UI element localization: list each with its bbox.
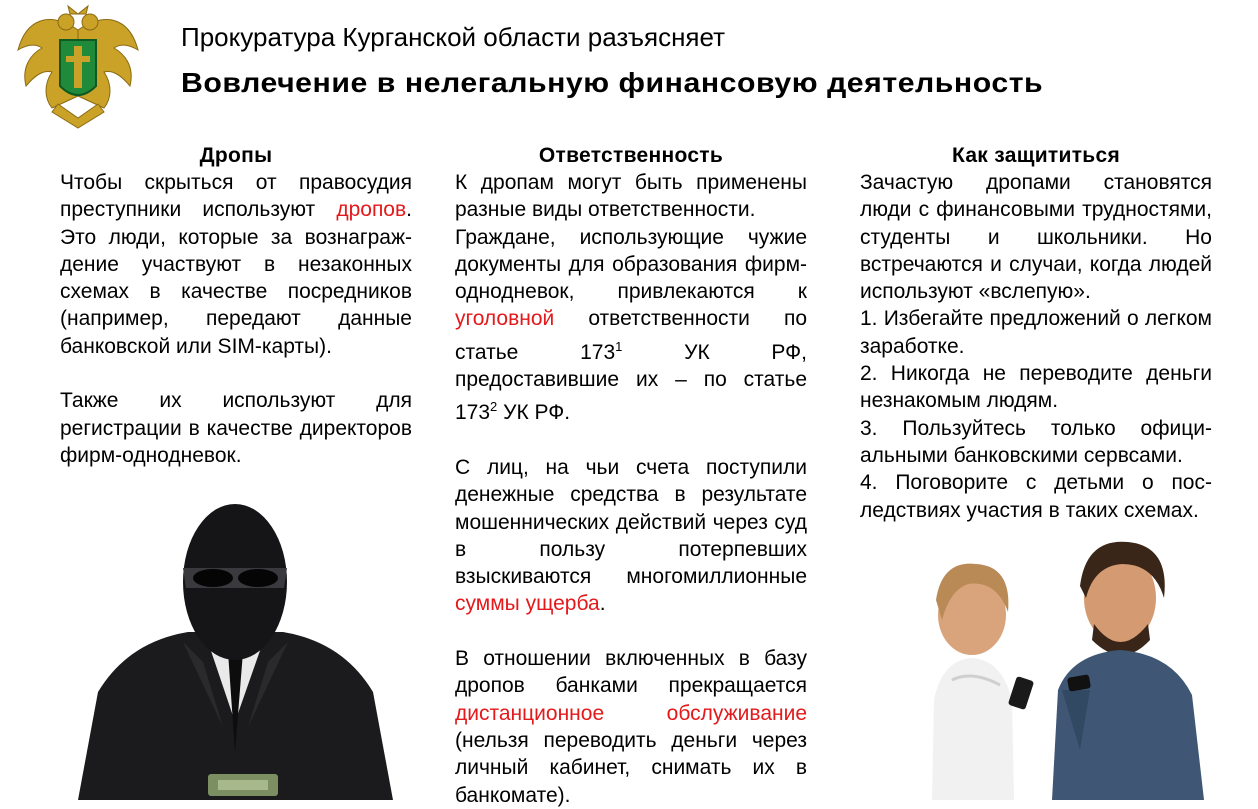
list-item: 1. Избегайте предложений о легком заработке. (860, 307, 1212, 358)
masked-man-with-money-image (58, 492, 413, 800)
list-item: 2. Никогда не переводите деньги незнакомым людям. (860, 362, 1212, 413)
page-subtitle: Прокуратура Курганской области разъясняет (181, 22, 726, 52)
column-heading: Дропы (199, 144, 273, 167)
list-item: 3. Пользуйтесь только официальными банковскими сервсами. (860, 416, 1212, 467)
column-heading: Ответственность (538, 144, 724, 167)
paragraph: Граждане, использующие чужие документы для образования фирм-однодневок, привлекаются к уголовной ответственности по статье $173^1$ УК РФ, предоставившие их – по статье $173^2$ УК РФ. (455, 225, 807, 425)
paragraph: В отношении включенных в базу дропов банками прекращается дистанционное обслуживание (нельзя переводить деньги через личный кабинет, снимать их в банкомате). (455, 647, 807, 807)
column-protection (860, 142, 1212, 524)
paragraph: Зачастую дропами становятся люди с финансовыми трудностями, студенты и школьники. Но встречаются и случаи, когда людей используют «вслепую». (860, 171, 1212, 304)
paragraph: С лиц, на чьи счета поступили денежные средства в результате мошеннических действий через суд в пользу потерпевших взыскиваются многомиллионные суммы ущерба. (455, 455, 807, 616)
paragraph: Чтобы скрыться от правосудия преступники используют дропов. Это люди, которые за вознаграждение участвуют в незаконных схемах в качестве посредников (например, передают данные банковской или SIM-карты). (60, 171, 412, 358)
highlight-text: суммы ущерба (455, 592, 600, 616)
highlight-text: дистанционное обслуживание (455, 701, 807, 725)
column-responsibility (455, 142, 807, 809)
column-drops (60, 142, 412, 469)
prosecutor-emblem-icon (8, 0, 148, 134)
column-heading: Как защититься (951, 144, 1121, 167)
page-title: Вовлечение в нелегальную финансовую деятельность (181, 67, 1044, 98)
list-item: 4. Поговорите с детьми о последствиях участия в таких схемах. (860, 471, 1212, 522)
paragraph: Также их используют для регистрации в качестве директоров фирм-однодневок. (60, 389, 412, 467)
child-and-father-with-phones-image (872, 520, 1242, 800)
paragraph: К дропам могут быть применены разные виды ответственности. (455, 171, 807, 222)
highlight-text: уголовной (455, 307, 555, 331)
highlight-text: дропов (336, 198, 407, 222)
